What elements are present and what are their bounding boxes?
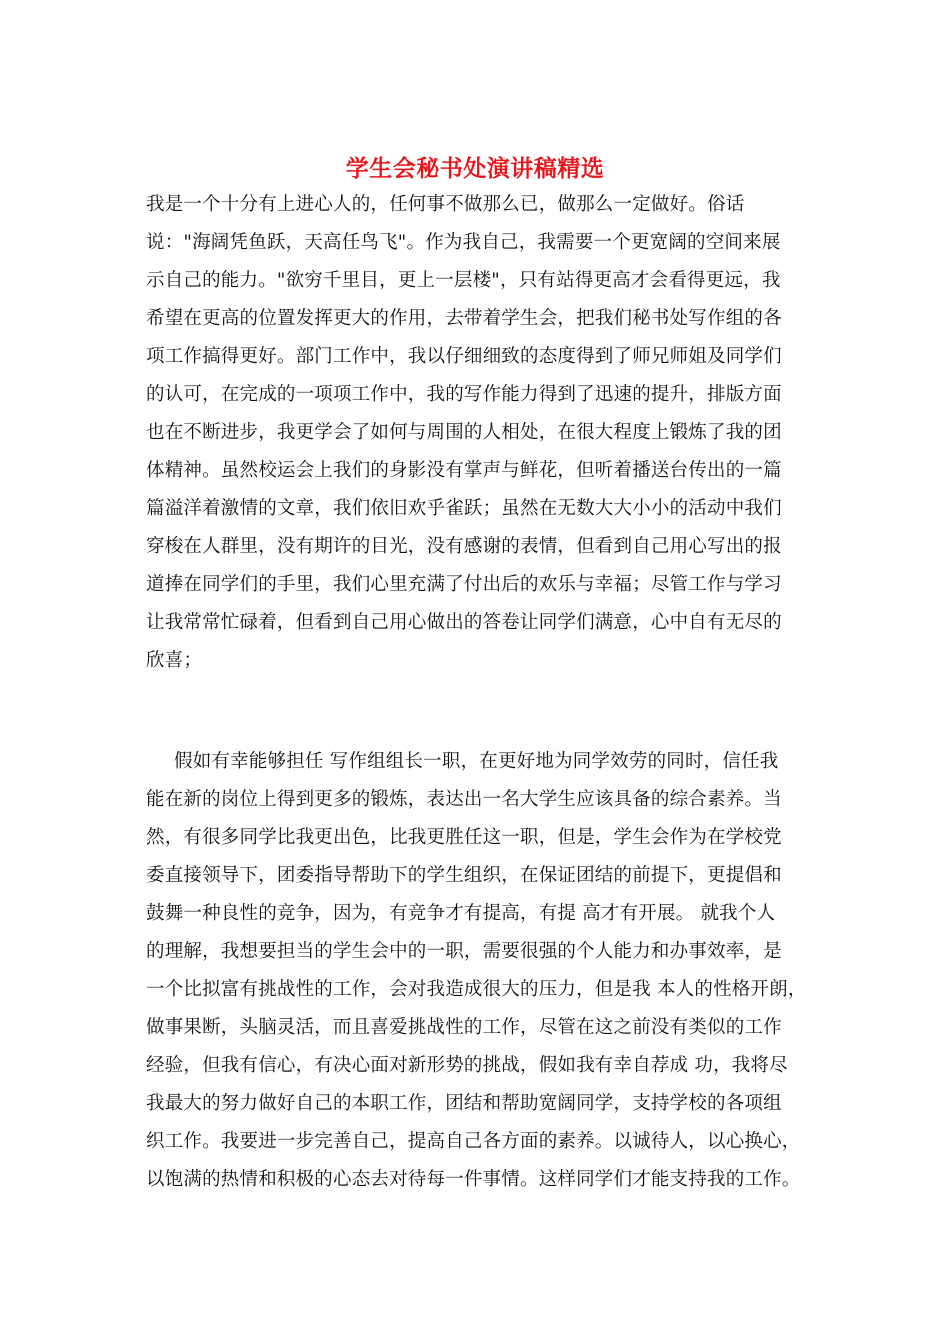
- paragraph-1-line: 欣喜；: [146, 650, 203, 671]
- paragraph-2-line: 一个比拟富有挑战性的工作，会对我造成很大的压力，但是我 本人的性格开朗，: [146, 979, 807, 1000]
- paragraph-2-line: 能在新的岗位上得到更多的锻炼，表达出一名大学生应该具备的综合素养。当: [146, 789, 782, 810]
- paragraph-2-line: 鼓舞一种良性的竞争，因为，有竞争才有提高，有提 高才有开展。 就我个人: [146, 903, 776, 924]
- paragraph-2-line: 然，有很多同学比我更出色，比我更胜任这一职，但是，学生会作为在学校党: [146, 827, 782, 848]
- paragraph-2-line: 假如有幸能够担任 写作组组长一职，在更好地为同学效劳的同时，信任我: [174, 751, 779, 772]
- paragraph-1-line: 项工作搞得更好。部门工作中，我以仔细细致的态度得到了师兄师姐及同学们: [146, 346, 782, 367]
- paragraph-1-line: 篇溢洋着激情的文章，我们依旧欢乎雀跃；虽然在无数大大小小的活动中我们: [146, 498, 782, 519]
- paragraph-2-line: 我最大的努力做好自己的本职工作，团结和帮助宽阔同学，支持学校的各项组: [146, 1093, 782, 1114]
- paragraph-1-line: 道捧在同学们的手里，我们心里充满了付出后的欢乐与幸福；尽管工作与学习: [146, 574, 782, 595]
- paragraph-2-line: 以饱满的热情和积极的心态去对待每一件事情。这样同学们才能支持我的工作。: [146, 1169, 801, 1190]
- paragraph-2-line: 经验，但我有信心，有决心面对新形势的挑战，假如我有幸自荐成 功，我将尽: [146, 1055, 788, 1076]
- paragraph-1-line: 也在不断进步，我更学会了如何与周围的人相处，在很大程度上锻炼了我的团: [146, 422, 782, 443]
- paragraph-2-line: 织工作。我要进一步完善自己，提高自己各方面的素养。以诚待人，以心换心，: [146, 1131, 801, 1152]
- paragraph-1-line: 我是一个十分有上进心人的，任何事不做那么已，做那么一定做好。俗话: [146, 194, 745, 215]
- paragraph-1-line: 体精神。虽然校运会上我们的身影没有掌声与鲜花，但听着播送台传出的一篇: [146, 460, 782, 481]
- paragraph-1-line: 说："海阔凭鱼跃，天高任鸟飞"。作为我自己，我需要一个更宽阔的空间来展: [146, 232, 781, 253]
- paragraph-1-line: 让我常常忙碌着，但看到自己用心做出的答卷让同学们满意，心中自有无尽的: [146, 612, 782, 633]
- paragraph-1-line: 的认可，在完成的一项项工作中，我的写作能力得到了迅速的提升，排版方面: [146, 384, 782, 405]
- paragraph-1-line: 希望在更高的位置发挥更大的作用，去带着学生会，把我们秘书处写作组的各: [146, 308, 782, 329]
- paragraph-2-line: 做事果断，头脑灵活，而且喜爱挑战性的工作，尽管在这之前没有类似的工作: [146, 1017, 782, 1038]
- paragraph-1-line: 示自己的能力。"欲穷千里目，更上一层楼"，只有站得更高才会看得更远，我: [146, 270, 781, 291]
- document-title: 学生会秘书处演讲稿精选: [345, 155, 605, 182]
- paragraph-2-line: 的理解，我想要担当的学生会中的一职，需要很强的个人能力和办事效率，是: [146, 941, 782, 962]
- paragraph-1-line: 穿梭在人群里，没有期许的目光，没有感谢的表情，但看到自己用心写出的报: [146, 536, 782, 557]
- paragraph-2-line: 委直接领导下，团委指导帮助下的学生组织，在保证团结的前提下，更提倡和: [146, 865, 782, 886]
